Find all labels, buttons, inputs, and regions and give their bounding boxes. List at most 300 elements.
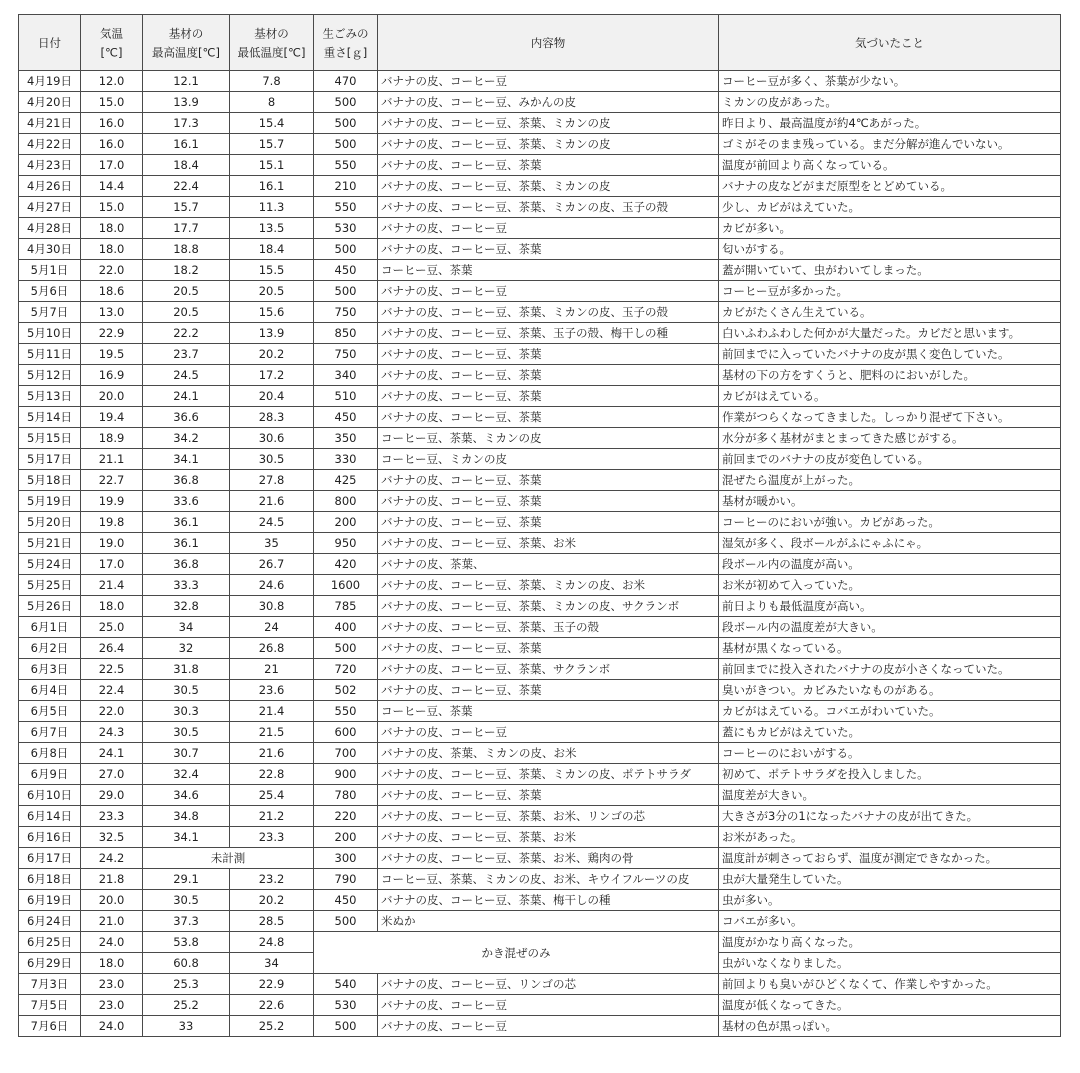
cell-temp: 24.0 [81,932,143,953]
cell-weight: 500 [314,911,378,932]
cell-notes: 昨日より、最高温度が約4℃あがった。 [719,113,1061,134]
cell-max-temp: 30.5 [143,890,230,911]
table-row [19,71,1061,92]
cell-min-temp: 20.5 [230,281,314,302]
cell-contents: バナナの皮、コーヒー豆、茶葉 [378,785,719,806]
cell-temp: 19.4 [81,407,143,428]
cell-max-temp: 18.8 [143,239,230,260]
table-row [19,113,1061,134]
cell-min-temp: 35 [230,533,314,554]
cell-date: 7月3日 [19,974,81,995]
cell-temp: 16.0 [81,134,143,155]
cell-min-temp: 22.9 [230,974,314,995]
cell-max-temp: 30.5 [143,722,230,743]
cell-min-temp: 23.3 [230,827,314,848]
cell-min-temp: 17.2 [230,365,314,386]
cell-weight: 470 [314,71,378,92]
cell-date: 5月18日 [19,470,81,491]
cell-min-temp: 28.5 [230,911,314,932]
cell-min-temp: 30.8 [230,596,314,617]
cell-contents: バナナの皮、コーヒー豆、茶葉、お米 [378,827,719,848]
cell-date: 4月30日 [19,239,81,260]
cell-date: 4月22日 [19,134,81,155]
cell-contents: バナナの皮、コーヒー豆、茶葉 [378,239,719,260]
cell-contents: バナナの皮、コーヒー豆、茶葉 [378,386,719,407]
cell-max-temp: 30.3 [143,701,230,722]
cell-date: 4月23日 [19,155,81,176]
table-row [19,869,1061,890]
cell-date: 6月24日 [19,911,81,932]
cell-max-temp: 24.1 [143,386,230,407]
cell-max-temp: 23.7 [143,344,230,365]
cell-min-temp: 22.8 [230,764,314,785]
cell-temp: 22.7 [81,470,143,491]
cell-date: 6月25日 [19,932,81,953]
cell-date: 5月21日 [19,533,81,554]
cell-contents: バナナの皮、コーヒー豆、茶葉、玉子の殻 [378,617,719,638]
cell-date: 4月21日 [19,113,81,134]
cell-notes: 基材が黒くなっている。 [719,638,1061,659]
cell-temp: 24.2 [81,848,143,869]
cell-min-temp: 15.4 [230,113,314,134]
table-row [19,491,1061,512]
cell-max-temp: 25.2 [143,995,230,1016]
cell-max-temp: 34 [143,617,230,638]
cell-temp: 17.0 [81,155,143,176]
cell-temp: 19.5 [81,344,143,365]
cell-max-temp: 53.8 [143,932,230,953]
cell-temp: 21.8 [81,869,143,890]
cell-date: 6月7日 [19,722,81,743]
cell-temp: 16.0 [81,113,143,134]
cell-date: 6月8日 [19,743,81,764]
cell-max-temp: 36.8 [143,554,230,575]
table-row [19,302,1061,323]
cell-weight: 900 [314,764,378,785]
table-row [19,407,1061,428]
cell-temp: 18.0 [81,953,143,974]
cell-contents: 米ぬか [378,911,719,932]
cell-max-temp: 33 [143,1016,230,1037]
cell-temp: 21.0 [81,911,143,932]
data-table [18,14,1061,1037]
cell-notes: 初めて、ポテトサラダを投入しました。 [719,764,1061,785]
cell-max-temp: 34.2 [143,428,230,449]
table-row [19,260,1061,281]
cell-min-temp: 23.2 [230,869,314,890]
table-row [19,554,1061,575]
table-row [19,932,1061,953]
cell-contents: バナナの皮、コーヒー豆、茶葉、ミカンの皮 [378,134,719,155]
cell-date: 6月14日 [19,806,81,827]
cell-weight: 200 [314,512,378,533]
cell-temp: 18.9 [81,428,143,449]
cell-date: 5月12日 [19,365,81,386]
table-row [19,134,1061,155]
cell-max-temp: 24.5 [143,365,230,386]
cell-notes: カビがたくさん生えている。 [719,302,1061,323]
cell-weight: 530 [314,218,378,239]
cell-weight: 450 [314,890,378,911]
table-row [19,155,1061,176]
cell-contents: バナナの皮、コーヒー豆 [378,71,719,92]
cell-contents: バナナの皮、コーヒー豆、茶葉、サクランボ [378,659,719,680]
cell-min-temp: 34 [230,953,314,974]
cell-max-temp: 36.1 [143,533,230,554]
table-row [19,512,1061,533]
cell-min-temp: 21.2 [230,806,314,827]
cell-min-temp: 21.5 [230,722,314,743]
cell-temp: 29.0 [81,785,143,806]
cell-max-temp: 33.6 [143,491,230,512]
cell-weight: 340 [314,365,378,386]
cell-weight: 1600 [314,575,378,596]
cell-date: 6月3日 [19,659,81,680]
cell-temp: 19.0 [81,533,143,554]
table-row [19,764,1061,785]
table-row [19,722,1061,743]
table-row [19,386,1061,407]
cell-max-temp: 32.8 [143,596,230,617]
cell-date: 6月1日 [19,617,81,638]
cell-date: 5月14日 [19,407,81,428]
cell-notes: 段ボール内の温度差が大きい。 [719,617,1061,638]
cell-date: 6月5日 [19,701,81,722]
cell-max-temp: 34.1 [143,449,230,470]
header-date: 日付 [19,15,81,71]
cell-max-temp: 13.9 [143,92,230,113]
cell-temp: 26.4 [81,638,143,659]
cell-contents: バナナの皮、コーヒー豆、茶葉、梅干しの種 [378,890,719,911]
table-row [19,785,1061,806]
table-row [19,680,1061,701]
cell-contents: バナナの皮、コーヒー豆 [378,1016,719,1037]
cell-weight: 950 [314,533,378,554]
cell-weight: 220 [314,806,378,827]
cell-notes: 白いふわふわした何かが大量だった。カビだと思います。 [719,323,1061,344]
table-row [19,323,1061,344]
cell-weight: 500 [314,92,378,113]
cell-temp: 17.0 [81,554,143,575]
cell-temp: 18.0 [81,239,143,260]
table-row [19,470,1061,491]
cell-temp: 21.1 [81,449,143,470]
cell-max-temp: 30.5 [143,680,230,701]
cell-weight: 600 [314,722,378,743]
cell-date: 6月16日 [19,827,81,848]
cell-notes: お米があった。 [719,827,1061,848]
cell-contents: バナナの皮、コーヒー豆、茶葉、ミカンの皮、玉子の殻 [378,197,719,218]
header-weight: 生ごみの 重さ[ｇ] [314,15,378,71]
cell-min-temp: 20.2 [230,890,314,911]
cell-temp: 16.9 [81,365,143,386]
cell-notes: お米が初めて入っていた。 [719,575,1061,596]
cell-notes: コーヒー豆が多く、茶葉が少ない。 [719,71,1061,92]
table-row [19,197,1061,218]
cell-date: 6月4日 [19,680,81,701]
cell-contents: バナナの皮、茶葉、ミカンの皮、お米 [378,743,719,764]
cell-date: 4月27日 [19,197,81,218]
cell-min-temp: 26.7 [230,554,314,575]
cell-date: 6月9日 [19,764,81,785]
cell-notes: 段ボール内の温度が高い。 [719,554,1061,575]
cell-weight: 500 [314,1016,378,1037]
cell-date: 7月5日 [19,995,81,1016]
cell-notes: 蓋が開いていて、虫がわいてしまった。 [719,260,1061,281]
cell-temp: 20.0 [81,890,143,911]
cell-temp: 21.4 [81,575,143,596]
cell-min-temp: 16.1 [230,176,314,197]
cell-weight: 530 [314,995,378,1016]
table-row [19,344,1061,365]
cell-contents: バナナの皮、コーヒー豆、茶葉 [378,365,719,386]
cell-notes: 臭いがきつい。カビみたいなものがある。 [719,680,1061,701]
cell-temp: 22.9 [81,323,143,344]
table-row [19,1016,1061,1037]
cell-temp: 13.0 [81,302,143,323]
cell-date: 5月17日 [19,449,81,470]
table-row [19,596,1061,617]
cell-contents: バナナの皮、コーヒー豆、茶葉 [378,491,719,512]
cell-contents: バナナの皮、コーヒー豆、茶葉 [378,512,719,533]
cell-max-temp: 32 [143,638,230,659]
cell-date: 7月6日 [19,1016,81,1037]
cell-weight: 750 [314,302,378,323]
header-row [19,15,1061,71]
cell-date: 5月24日 [19,554,81,575]
cell-contents: バナナの皮、コーヒー豆、茶葉、ミカンの皮、サクランボ [378,596,719,617]
cell-min-temp: 8 [230,92,314,113]
cell-max-temp: 20.5 [143,281,230,302]
cell-min-temp: 30.6 [230,428,314,449]
cell-notes: 虫がいなくなりました。 [719,953,1061,974]
cell-weight: 800 [314,491,378,512]
cell-temp: 12.0 [81,71,143,92]
cell-weight: 700 [314,743,378,764]
cell-weight: 720 [314,659,378,680]
cell-min-temp: 15.1 [230,155,314,176]
cell-contents: バナナの皮、コーヒー豆、茶葉、ミカンの皮、ポテトサラダ [378,764,719,785]
cell-weight: 200 [314,827,378,848]
cell-min-temp: 28.3 [230,407,314,428]
cell-contents: コーヒー豆、ミカンの皮 [378,449,719,470]
cell-weight: 450 [314,260,378,281]
cell-max-temp: 37.3 [143,911,230,932]
cell-temp: 22.0 [81,260,143,281]
cell-min-temp: 25.2 [230,1016,314,1037]
table-row [19,428,1061,449]
cell-weight: かき混ぜのみ [314,932,719,974]
cell-max-temp: 32.4 [143,764,230,785]
cell-contents: バナナの皮、コーヒー豆 [378,722,719,743]
cell-temp: 23.0 [81,995,143,1016]
cell-date: 5月26日 [19,596,81,617]
cell-contents: バナナの皮、コーヒー豆、茶葉、玉子の殻、梅干しの種 [378,323,719,344]
cell-temp: 22.5 [81,659,143,680]
cell-notes: 温度が低くなってきた。 [719,995,1061,1016]
cell-weight: 500 [314,239,378,260]
cell-date: 5月6日 [19,281,81,302]
header-contents: 内容物 [378,15,719,71]
cell-max-temp: 34.1 [143,827,230,848]
cell-contents: バナナの皮、コーヒー豆 [378,995,719,1016]
cell-min-temp: 15.6 [230,302,314,323]
cell-max-temp: 15.7 [143,197,230,218]
cell-min-temp: 30.5 [230,449,314,470]
cell-weight: 450 [314,407,378,428]
cell-notes: 基材が暖かい。 [719,491,1061,512]
cell-weight: 300 [314,848,378,869]
cell-date: 6月29日 [19,953,81,974]
cell-min-temp: 13.5 [230,218,314,239]
cell-max-temp: 25.3 [143,974,230,995]
table-row [19,974,1061,995]
table-body [19,71,1061,1037]
cell-weight: 210 [314,176,378,197]
cell-temp: 25.0 [81,617,143,638]
cell-max-temp: 60.8 [143,953,230,974]
table-row [19,890,1061,911]
table-row [19,806,1061,827]
cell-weight: 420 [314,554,378,575]
cell-date: 4月20日 [19,92,81,113]
cell-notes: カビがはえている。 [719,386,1061,407]
cell-max-temp: 12.1 [143,71,230,92]
cell-notes: 基材の下の方をすくうと、肥料のにおいがした。 [719,365,1061,386]
cell-min-temp: 24 [230,617,314,638]
cell-contents: バナナの皮、コーヒー豆、茶葉、ミカンの皮、お米 [378,575,719,596]
cell-date: 4月26日 [19,176,81,197]
cell-temp: 22.0 [81,701,143,722]
header-min-temp: 基材の 最低温度[℃] [230,15,314,71]
cell-notes: 匂いがする。 [719,239,1061,260]
cell-min-temp: 24.6 [230,575,314,596]
cell-temp: 22.4 [81,680,143,701]
cell-date: 6月19日 [19,890,81,911]
cell-min-temp: 21 [230,659,314,680]
cell-notes: コバエが多い。 [719,911,1061,932]
cell-notes: 湿気が多く、段ボールがふにゃふにゃ。 [719,533,1061,554]
cell-weight: 500 [314,281,378,302]
table-row [19,176,1061,197]
table-row [19,701,1061,722]
cell-max-temp: 18.2 [143,260,230,281]
cell-weight: 425 [314,470,378,491]
table-row [19,575,1061,596]
cell-date: 5月10日 [19,323,81,344]
cell-date: 5月1日 [19,260,81,281]
cell-max-temp: 34.8 [143,806,230,827]
cell-max-temp: 17.3 [143,113,230,134]
cell-notes: 少し、カビがはえていた。 [719,197,1061,218]
cell-weight: 502 [314,680,378,701]
cell-contents: コーヒー豆、茶葉 [378,701,719,722]
cell-temp: 32.5 [81,827,143,848]
cell-notes: 前回よりも臭いがひどくなくて、作業しやすかった。 [719,974,1061,995]
cell-notes: バナナの皮などがまだ原型をとどめている。 [719,176,1061,197]
cell-weight: 350 [314,428,378,449]
cell-weight: 550 [314,701,378,722]
cell-contents: バナナの皮、茶葉、 [378,554,719,575]
cell-notes: 作業がつらくなってきました。しっかり混ぜて下さい。 [719,407,1061,428]
table-row [19,281,1061,302]
cell-notes: 前回までのバナナの皮が変色している。 [719,449,1061,470]
table-row [19,218,1061,239]
cell-weight: 785 [314,596,378,617]
cell-max-temp: 36.1 [143,512,230,533]
cell-notes: カビが多い。 [719,218,1061,239]
table-row [19,239,1061,260]
cell-weight: 550 [314,155,378,176]
cell-max-temp: 20.5 [143,302,230,323]
table-row [19,911,1061,932]
cell-temp: 27.0 [81,764,143,785]
cell-temp: 19.9 [81,491,143,512]
cell-min-temp: 11.3 [230,197,314,218]
cell-contents: バナナの皮、コーヒー豆、茶葉、お米、鶏肉の骨 [378,848,719,869]
table-row [19,995,1061,1016]
cell-min-temp: 15.7 [230,134,314,155]
cell-weight: 500 [314,134,378,155]
cell-temp: 23.3 [81,806,143,827]
cell-date: 5月15日 [19,428,81,449]
cell-weight: 510 [314,386,378,407]
cell-max-temp: 33.3 [143,575,230,596]
cell-temp: 24.1 [81,743,143,764]
cell-contents: バナナの皮、コーヒー豆、茶葉、お米、リンゴの芯 [378,806,719,827]
table-row [19,92,1061,113]
cell-date: 4月28日 [19,218,81,239]
cell-min-temp: 26.8 [230,638,314,659]
cell-min-temp: 21.6 [230,743,314,764]
cell-min-temp: 22.6 [230,995,314,1016]
cell-contents: バナナの皮、コーヒー豆 [378,218,719,239]
cell-weight: 550 [314,197,378,218]
cell-date: 5月13日 [19,386,81,407]
cell-weight: 400 [314,617,378,638]
cell-min-temp: 7.8 [230,71,314,92]
cell-temp: 20.0 [81,386,143,407]
cell-notes: コーヒーのにおいが強い。カビがあった。 [719,512,1061,533]
cell-notes: 前日よりも最低温度が高い。 [719,596,1061,617]
cell-temp: 18.0 [81,596,143,617]
cell-notes: 温度が前回より高くなっている。 [719,155,1061,176]
table-row [19,638,1061,659]
cell-temp: 14.4 [81,176,143,197]
cell-max-temp: 31.8 [143,659,230,680]
cell-weight: 500 [314,638,378,659]
cell-date: 5月11日 [19,344,81,365]
cell-max-temp: 36.8 [143,470,230,491]
header-temp: 気温 [℃] [81,15,143,71]
cell-notes: 前回までに投入されたバナナの皮が小さくなっていた。 [719,659,1061,680]
cell-notes: 温度差が大きい。 [719,785,1061,806]
cell-notes: 虫が多い。 [719,890,1061,911]
cell-date: 6月18日 [19,869,81,890]
cell-min-temp: 23.6 [230,680,314,701]
cell-max-temp: 29.1 [143,869,230,890]
table-row [19,365,1061,386]
cell-contents: バナナの皮、コーヒー豆、茶葉 [378,344,719,365]
cell-min-temp: 20.4 [230,386,314,407]
cell-weight: 780 [314,785,378,806]
cell-weight: 330 [314,449,378,470]
cell-max-temp: 22.2 [143,323,230,344]
cell-temp: 18.6 [81,281,143,302]
cell-notes: 温度計が刺さっておらず、温度が測定できなかった。 [719,848,1061,869]
cell-notes: コーヒー豆が多かった。 [719,281,1061,302]
table-row [19,827,1061,848]
